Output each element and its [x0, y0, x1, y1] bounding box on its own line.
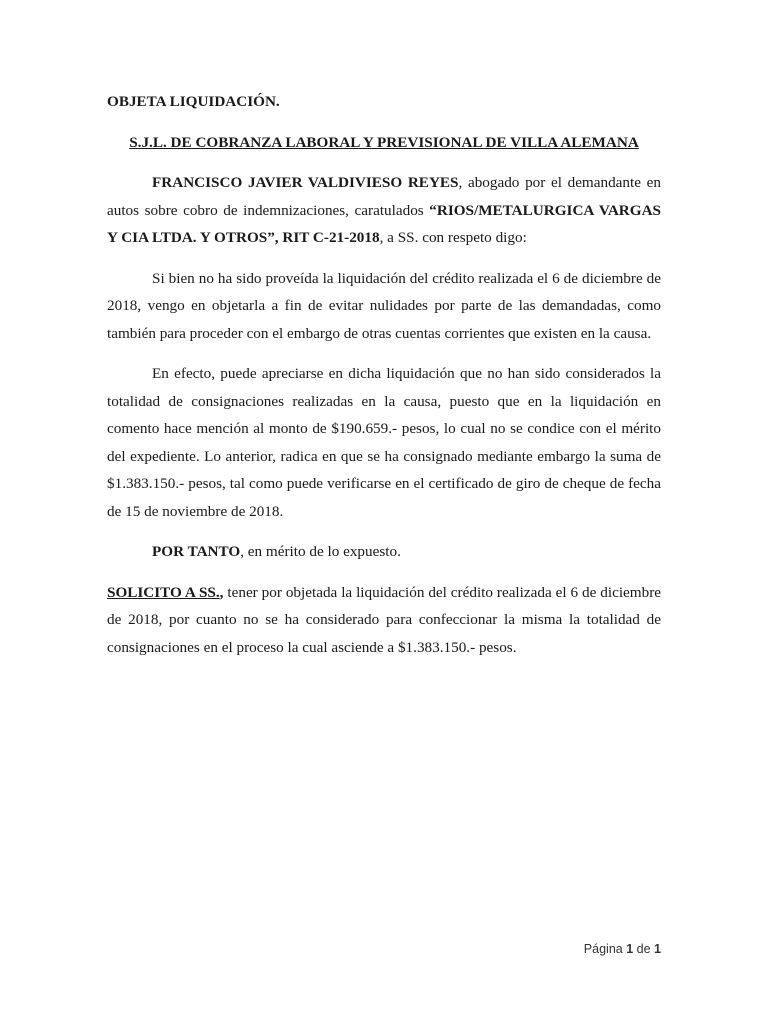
- document-heading: OBJETA LIQUIDACIÓN.: [107, 93, 280, 110]
- por-tanto-paragraph: [107, 538, 661, 566]
- page-word: Página: [583, 942, 623, 956]
- intro-text-1: , abogado por el demandante en autos sobre cobro de indemnizaciones, caratulados: [107, 174, 661, 219]
- case-title: “RIOS/METALURGICA VARGAS Y CIA LTDA. Y OTROS”, RIT C-21-2018: [107, 201, 662, 246]
- solicito-paragraph: [107, 579, 661, 662]
- solicito-label-text: SOLICITO A SS.: [107, 583, 220, 601]
- solicito-comma: ,: [219, 583, 224, 601]
- page-total: 1: [654, 942, 661, 956]
- of-word: de: [636, 942, 651, 956]
- page-number: 1: [626, 942, 634, 956]
- lawyer-name: FRANCISCO JAVIER VALDIVIESO REYES: [152, 174, 459, 191]
- solicito-label: [107, 584, 223, 601]
- intro-paragraph: [107, 169, 661, 252]
- intro-text-2: , a SS. con respeto digo:: [379, 229, 527, 246]
- paragraph-2: En efecto, puede apreciarse en dicha liquidación que no han sido considerados la totalidad de consignaciones realizadas en la causa, puesto que en la liquidación en comento hace mención al monto de $190.659.- pesos, lo cual no se condice con el mérito del expediente. Lo anterior, radica en que se ha consignado mediante embargo la suma de $1.383.150.- pesos, tal como puede verificarse en el certificado de giro de cheque de fecha de 15 de noviembre de 2018.: [107, 365, 661, 520]
- page-footer: [584, 942, 661, 956]
- paragraph-1: Si bien no ha sido proveída la liquidación del crédito realizada el 6 de diciembre de 2018, vengo en objetarla a fin de evitar nulidades por parte de las demandadas, como también para proceder con el embargo de otras cuentas corrientes que existen en la causa.: [107, 269, 661, 342]
- document-body: [107, 88, 661, 674]
- por-tanto-label: POR TANTO: [152, 543, 241, 560]
- por-tanto-text: , en mérito de lo expuesto.: [240, 543, 401, 560]
- solicito-text: tener por objetada la liquidación del crédito realizada el 6 de diciembre de 2018, por cuanto no se ha considerado para confeccionar la misma la totalidad de consignaciones en el proceso la cual asciende a $1.383.150.- pesos.: [107, 583, 661, 656]
- court-name: S.J.L. DE COBRANZA LABORAL Y PREVISIONAL DE VILLA ALEMANA: [129, 133, 639, 151]
